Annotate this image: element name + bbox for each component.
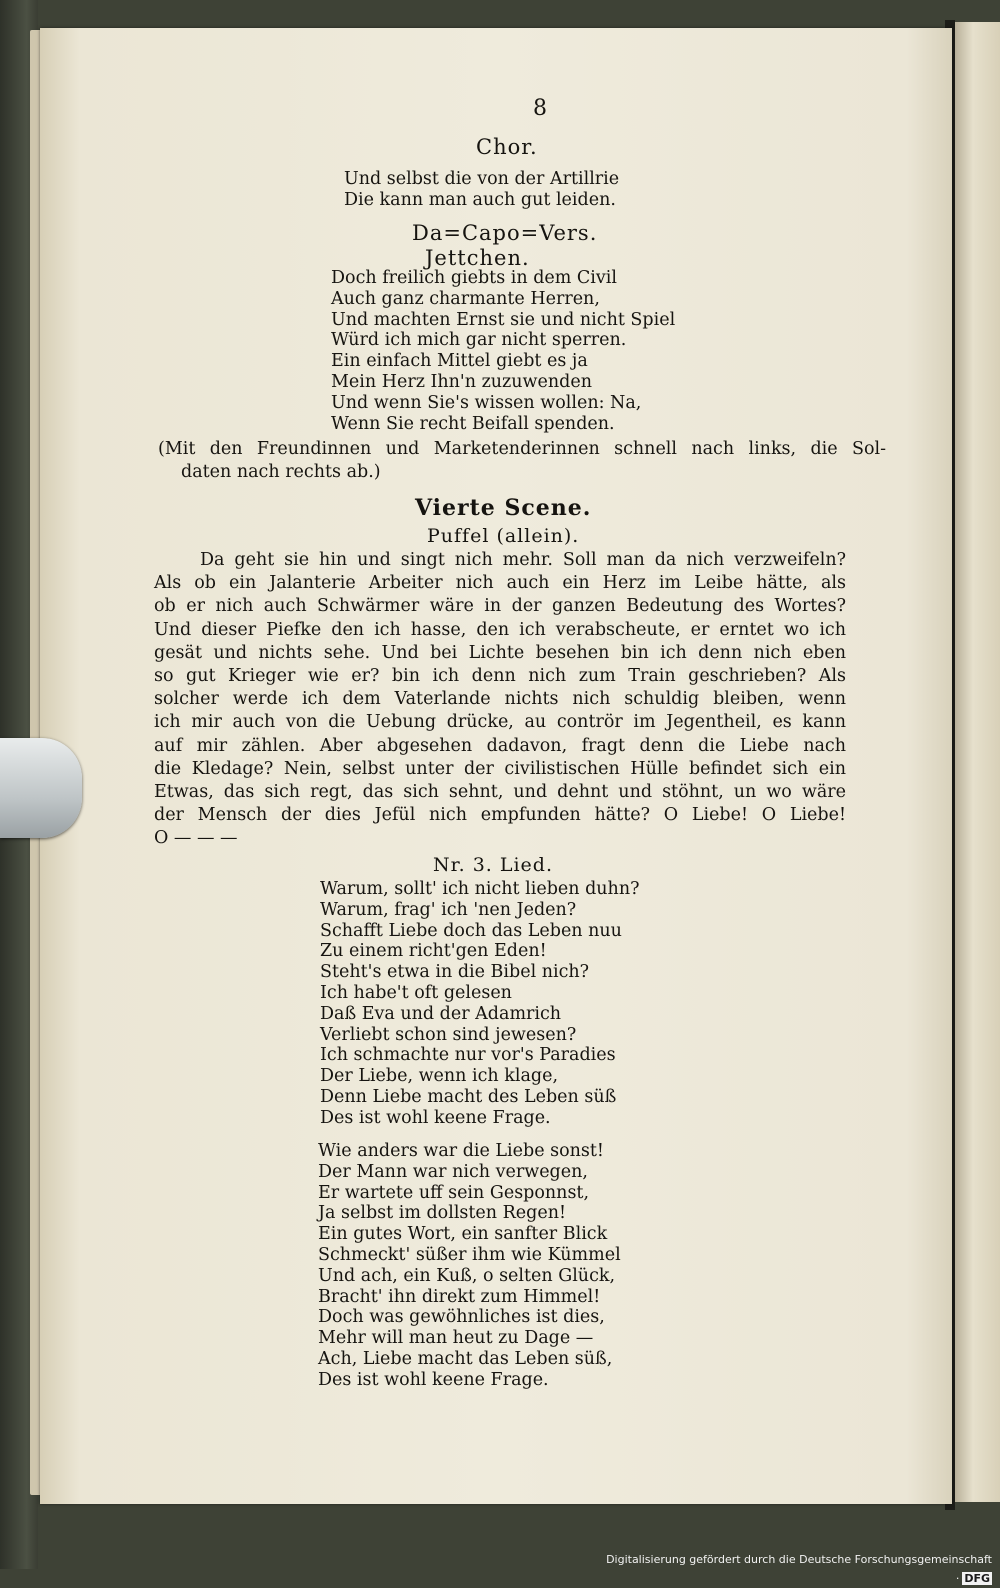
verse-line: Und machten Ernst sie und nicht Spiel (331, 309, 676, 330)
jettchen-heading: Jettchen. (425, 246, 530, 270)
verse-line: Denn Liebe macht des Leben süß (320, 1086, 617, 1107)
verse-line: Und ach, ein Kuß, o selten Glück, (318, 1265, 616, 1286)
verse-line: Daß Eva und der Adamrich (320, 1003, 562, 1024)
verse-line: Verliebt schon sind jewesen? (320, 1024, 577, 1045)
verse-line: Doch was gewöhnliches ist dies, (318, 1307, 605, 1328)
chor-verse (344, 169, 619, 211)
scene-title: Vierte Scene. (415, 495, 592, 521)
dfg-logo: DFG (964, 1572, 990, 1585)
verse-line: Des ist wohl keene Frage. (318, 1369, 549, 1390)
da-capo-heading: Da=Capo=Vers. (412, 221, 598, 245)
page-number: 8 (533, 96, 547, 121)
verse-line: Wie anders war die Liebe sonst! (318, 1141, 604, 1161)
footer-text: Digitalisierung gefördert durch die Deutsche Forschungsgemeinschaft · (606, 1553, 992, 1585)
monologue-line: solcher werde ich dem Vaterlande nichts nich schuldig bleiben, wenn (154, 689, 846, 710)
stage-direction-line: (Mit den Freundinnen und Marketenderinnen schnell nach links, die Sol- (158, 439, 886, 459)
verse-line: Und selbst die von der Artillrie (344, 169, 620, 189)
monologue-line: auf mir zählen. Aber abgesehen dadavon, fragt denn die Liebe nach (154, 735, 846, 756)
verse-line: Ich habe't oft gelesen (320, 982, 512, 1003)
verse-line: Ein gutes Wort, ein sanfter Blick (318, 1224, 608, 1245)
verse-line: Ich schmachte nur vor's Paradies (320, 1045, 616, 1066)
verse-line: Der Mann war nich verwegen, (318, 1161, 588, 1182)
verse-line: Ein einfach Mittel giebt es ja (331, 351, 588, 372)
monologue-line: die Kledage? Nein, selbst unter der civilistischen Hülle befindet sich ein (154, 758, 846, 779)
verse-line: Die kann man auch gut leiden. (344, 189, 616, 210)
verse-line: Wenn Sie recht Beifall spenden. (331, 413, 615, 434)
monologue (154, 549, 846, 850)
monologue-line: Da geht sie hin und singt nich mehr. Soll man da nich verzweifeln? (200, 550, 846, 570)
monologue-line: gesät und nichts sehe. Und bei Lichte besehen bin ich denn nich eben (154, 642, 846, 663)
footer-credit (600, 1550, 1000, 1585)
monologue-line: Und dieser Piefke den ich hasse, den ich verabscheute, er erntet wo ich (154, 619, 846, 640)
verse-line: Schafft Liebe doch das Leben nuu (320, 920, 622, 941)
verse-line: Warum, frag' ich 'nen Jeden? (320, 899, 577, 920)
verse-line: Auch ganz charmante Herren, (331, 288, 600, 309)
song-stanza-1 (320, 879, 639, 1129)
verse-line: Schmeckt' süßer ihm wie Kümmel (318, 1244, 621, 1265)
monologue-line: ich mir auch von die Uebung drücke, au contrör im Jegentheil, es kann (154, 712, 846, 733)
verse-line: Der Liebe, wenn ich klage, (320, 1066, 559, 1087)
jettchen-verse (331, 268, 675, 434)
verse-line: Und wenn Sie's wissen wollen: Na, (331, 392, 642, 413)
verse-line: Mehr will man heut zu Dage — (318, 1328, 594, 1349)
song-stanza-2 (318, 1141, 621, 1391)
monologue-line: ob er nich auch Schwärmer wäre in der ganzen Bedeutung des Wortes? (154, 596, 846, 617)
monologue-line: O — — — (154, 828, 238, 849)
monologue-line: Etwas, das sich regt, das sich sehnt, und dehnt und stöhnt, un wo wäre (154, 781, 846, 802)
chor-heading: Chor. (476, 135, 538, 159)
speaker-heading: Puffel (allein). (427, 525, 580, 547)
verse-line: Zu einem richt'gen Eden! (320, 941, 547, 962)
verse-line: Bracht' ihn direkt zum Himmel! (318, 1286, 601, 1307)
page-clip (0, 738, 82, 838)
monologue-line: so gut Krieger wie er? bin ich denn nich zum Train geschrieben? Als (154, 665, 846, 686)
monologue-line: Als ob ein Jalanterie Arbeiter nich auch ein Herz im Leibe hätte, als (154, 573, 846, 594)
verse-line: Warum, sollt' ich nicht lieben duhn? (320, 879, 640, 899)
verse-line: Ja selbst im dollsten Regen! (318, 1203, 567, 1224)
verse-line: Mein Herz Ihn'n zuzuwenden (331, 371, 592, 392)
monologue-line: der Mensch der dies Jefül nich empfunden hätte? O Liebe! O Liebe! (154, 805, 846, 826)
verse-line: Würd ich mich gar nicht sperren. (331, 330, 627, 351)
verse-line: Er wartete uff sein Gesponnst, (318, 1182, 590, 1203)
facing-page-edge (955, 22, 1000, 1502)
verse-line: Doch freilich giebts in dem Civil (331, 268, 617, 288)
book-page (40, 28, 952, 1504)
stage-direction (158, 438, 886, 484)
verse-line: Ach, Liebe macht das Leben süß, (318, 1348, 613, 1369)
verse-line: Steht's etwa in die Bibel nich? (320, 962, 590, 983)
song-title: Nr. 3. Lied. (433, 854, 554, 876)
stage-direction-line: daten nach rechts ab.) (181, 462, 381, 483)
verse-line: Des ist wohl keene Frage. (320, 1107, 551, 1128)
